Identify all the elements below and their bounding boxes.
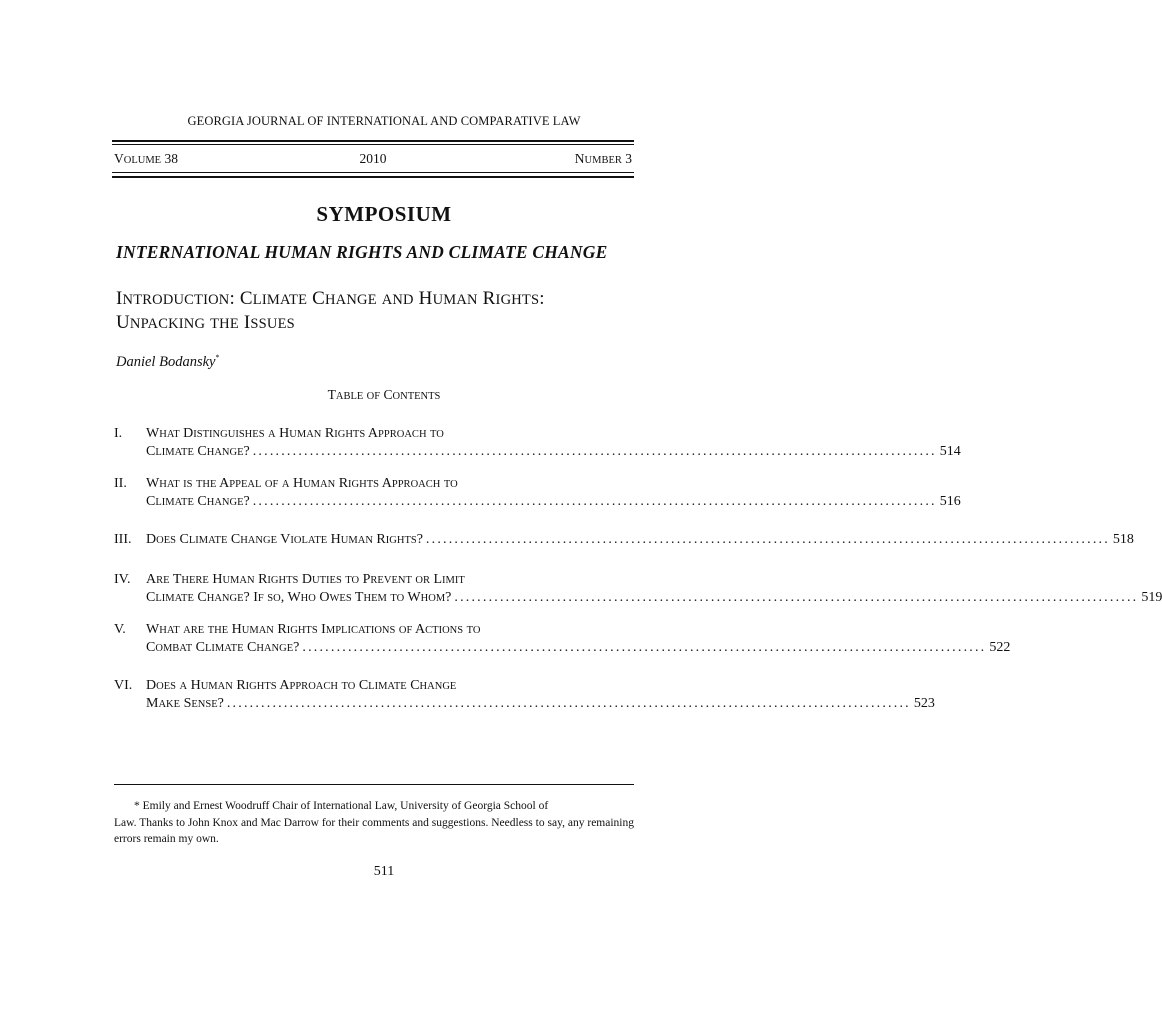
author-name: Daniel Bodansky*	[116, 353, 220, 370]
article-title-line-2: UNPACKING THE ISSUES	[116, 312, 295, 333]
footnote	[114, 798, 634, 848]
header-rule-bottom-thin	[112, 172, 634, 173]
toc-leader-dots: ........................................................................................................................	[454, 590, 1139, 605]
footnote-rule	[114, 784, 634, 785]
header-rule-bottom	[112, 176, 634, 178]
toc-leader-dots: ........................................................................................................................	[252, 444, 937, 459]
toc-item-text: CLIMATE CHANGE?	[146, 494, 250, 509]
toc-leader-dots: ........................................................................................................................	[252, 494, 937, 509]
page-number: 511	[373, 864, 395, 879]
toc-item-title-line-2	[146, 640, 1011, 656]
toc-leader-dots: ........................................................................................................................	[226, 696, 911, 711]
header-rule-top-thin	[112, 144, 634, 145]
footnote-marker: *	[215, 353, 220, 362]
toc-item-title	[146, 532, 1134, 548]
toc-item-text: DOES CLIMATE CHANGE VIOLATE HUMAN RIGHTS?	[146, 532, 423, 547]
toc-item-number: II.	[114, 476, 127, 491]
toc-leader-dots: ........................................................................................................................	[425, 532, 1110, 547]
toc-item-text: MAKE SENSE?	[146, 696, 224, 711]
footnote-line-2: Law. Thanks to John Knox and Mac Darrow for their comments and suggestions. Needless to	[114, 816, 545, 829]
toc-item-text: CLIMATE CHANGE?	[146, 444, 250, 459]
symposium-subtitle: INTERNATIONAL HUMAN RIGHTS AND CLIMATE CHANGE	[116, 242, 608, 262]
toc-item-title-line-1: WHAT IS THE APPEAL OF A HUMAN RIGHTS APPROACH TO	[146, 476, 458, 491]
toc-item-title-line-2	[146, 590, 1162, 606]
toc-leader-dots: ........................................................................................................................	[302, 640, 987, 655]
toc-item-number: VI.	[114, 678, 133, 693]
volume-label: VOLUME 38	[114, 151, 178, 166]
toc-item-page: 522	[989, 640, 1011, 655]
symposium-heading: SYMPOSIUM	[316, 202, 452, 226]
toc-item-title-line-1: WHAT ARE THE HUMAN RIGHTS IMPLICATIONS OF ACTIONS TO	[146, 622, 481, 637]
toc-item-page: 523	[913, 696, 935, 711]
footnote-line-1: * Emily and Ernest Woodruff Chair of International Law, University of Georgia School of	[134, 800, 549, 812]
toc-item-title-line-1: WHAT DISTINGUISHES A HUMAN RIGHTS APPROACH TO	[146, 426, 444, 441]
journal-title: GEORGIA JOURNAL OF INTERNATIONAL AND COMPARATIVE LAW	[187, 114, 581, 128]
toc-item-title-line-1: ARE THERE HUMAN RIGHTS DUTIES TO PREVENT OR LIMIT	[146, 572, 465, 587]
toc-item-number: III.	[114, 532, 132, 547]
toc-item-number: I.	[114, 426, 123, 441]
year: 2010	[359, 151, 387, 166]
toc-item-page: 516	[939, 494, 961, 509]
toc-item-title-line-2	[146, 696, 935, 712]
toc-item-number: V.	[114, 622, 126, 637]
toc-item-number: IV.	[114, 572, 131, 587]
footnote-line-3: say, any remaining errors remain my own.	[114, 816, 634, 845]
toc-item-text: COMBAT CLIMATE CHANGE?	[146, 640, 300, 655]
toc-item-page: 518	[1112, 532, 1134, 547]
number-label: NUMBER 3	[574, 151, 632, 166]
header-rule-top	[112, 140, 634, 142]
toc-item-title-line-2	[146, 494, 961, 510]
toc-item-page: 514	[939, 444, 961, 459]
toc-item-page: 519	[1141, 590, 1162, 605]
toc-title: TABLE OF CONTENTS	[327, 387, 441, 402]
toc-item-text: CLIMATE CHANGE? IF SO, WHO OWES THEM TO WHOM?	[146, 590, 452, 605]
toc-item-title-line-1: DOES A HUMAN RIGHTS APPROACH TO CLIMATE CHANGE	[146, 678, 457, 693]
article-title-line-1: INTRODUCTION: CLIMATE CHANGE AND HUMAN RIGHTS:	[116, 288, 545, 309]
toc-item-title-line-2	[146, 444, 961, 460]
